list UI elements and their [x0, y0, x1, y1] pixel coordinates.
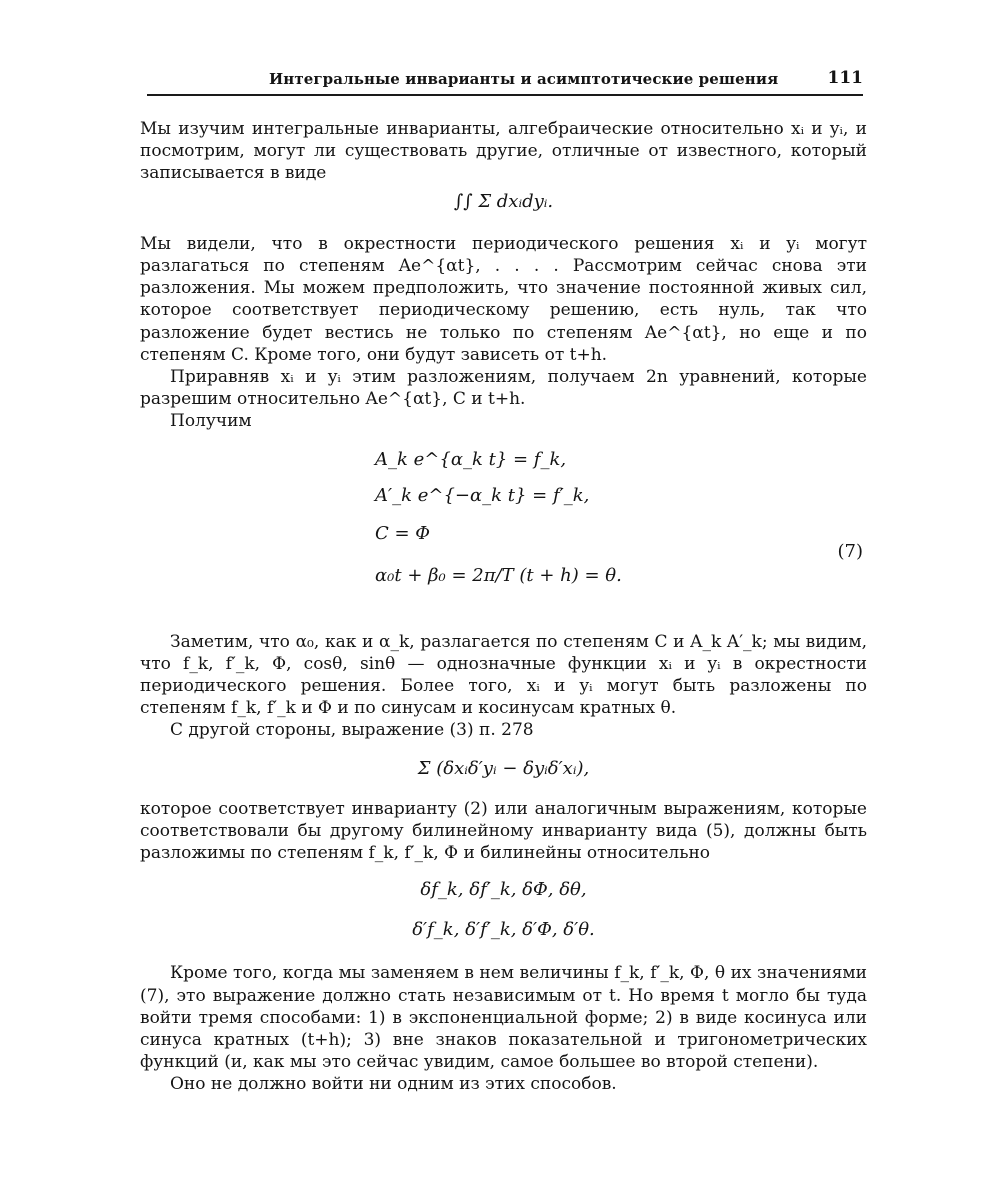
paragraph-3: Приравняв xᵢ и yᵢ этим разложениям, получаем 2n уравнений, которые разрешим относительно Ae^{αt}, C и t+h.	[140, 367, 867, 410]
equation-line-3: C = Φ	[375, 522, 431, 544]
paragraph-6: С другой стороны, выражение (3) п. 278	[170, 720, 534, 741]
page-number: 111	[827, 68, 863, 88]
variations-line-1: δf_k, δf′_k, δΦ, δθ,	[420, 879, 587, 901]
formula-double-integral: ∫∫ Σ dxᵢdyᵢ.	[453, 190, 554, 212]
variations-line-2: δ′f_k, δ′f′_k, δ′Φ, δ′θ.	[412, 919, 595, 941]
equation-line-4: α₀t + β₀ = 2π/T (t + h) = θ.	[375, 564, 622, 586]
paragraph-4: Получим	[170, 411, 252, 432]
paragraph-2: Мы видели, что в окрестности периодического решения xᵢ и yᵢ могут разлагаться по степеням Ae^{αt}, . . . . Рассмотрим сейчас снова эти разложения. Мы можем предположить, что значение постоянной живых сил, которое соответствует периодическому решению, есть нуль, так что разложение будет вестись не только по степеням Ae^{αt}, но еще и по степеням C. Кроме того, они будут зависеть от t+h.	[140, 233, 867, 365]
equation-number: (7)	[837, 540, 863, 562]
equation-system-7	[140, 441, 867, 621]
paragraph-5: Заметим, что α₀, как и α_k, разлагается по степеням C и A_k A′_k; мы видим, что f_k, f′_k, Φ, cosθ, sinθ — однозначные функции xᵢ и yᵢ в окрестности периодического решения. Более того, xᵢ и yᵢ могут быть разложены по степеням f_k, f′_k и Φ и по синусам и косинусам кратных θ.	[140, 631, 867, 719]
equation-line-2: A′_k e^{−α_k t} = f′_k,	[375, 484, 590, 506]
paragraph-7: которое соответствует инварианту (2) или аналогичным выражениям, которые соответствовали бы другому билинейному инварианту вида (5), должны быть разложимы по степеням f_k, f′_k, Φ и билинейны относительно	[140, 798, 867, 864]
formula-bilinear-sum: Σ (δxᵢδ′yᵢ − δyᵢδ′xᵢ),	[417, 757, 590, 779]
paragraph-1: Мы изучим интегральные инварианты, алгебраические относительно xᵢ и yᵢ, и посмотрим, могут ли существовать другие, отличные от известного, который записывается в виде	[140, 119, 867, 184]
paragraph-9: Оно не должно войти ни одним из этих способов.	[170, 1074, 617, 1095]
page-body	[140, 118, 867, 1096]
running-title: Интегральные инварианты и асимптотические решения	[269, 70, 779, 88]
equation-line-1: A_k e^{α_k t} = f_k,	[375, 448, 567, 470]
running-header	[147, 66, 863, 96]
variations-block	[140, 870, 867, 950]
paragraph-8: Кроме того, когда мы заменяем в нем величины f_k, f′_k, Φ, θ их значениями (7), это выражение должно стать независимым от t. Но время t могло бы туда войти тремя способами: 1) в экспоненциальной форме; 2) в виде косинуса или синуса кратных (t+h); 3) вне знаков показательной и тригонометрических функций (и, как мы это сейчас увидим, самое большее во второй степени).	[140, 963, 867, 1073]
